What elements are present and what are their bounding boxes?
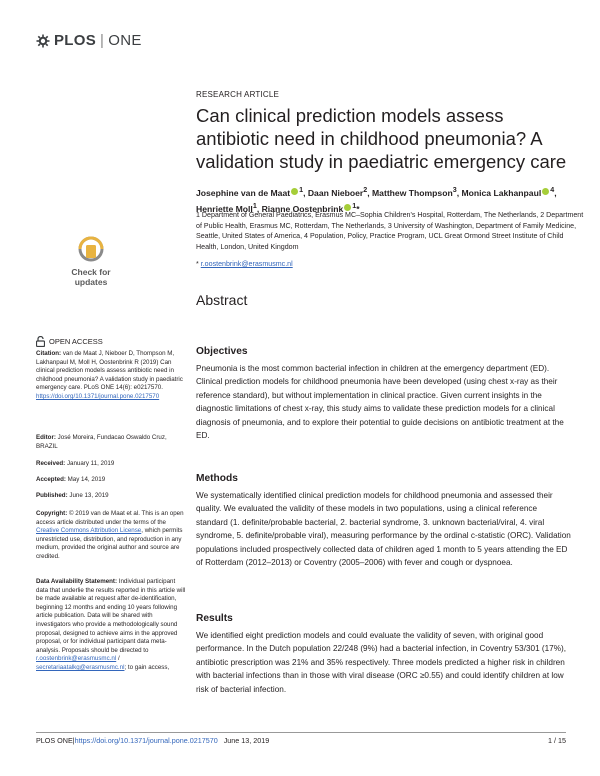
corresponding-star: * — [196, 260, 201, 268]
citation-block — [36, 350, 186, 402]
editor-block — [36, 434, 186, 451]
accepted-block — [36, 476, 186, 485]
received-block — [36, 460, 186, 469]
logo-separator: | — [100, 32, 105, 49]
author-name[interactable]: Josephine van de Maat — [196, 187, 291, 198]
orcid-icon[interactable] — [291, 188, 298, 195]
footer-doi-link[interactable]: https://doi.org/10.1371/journal.pone.0217570 — [74, 736, 218, 745]
author-name[interactable]: , Matthew Thompson — [367, 187, 453, 198]
author-affil-sup: 4 — [550, 186, 555, 194]
data-availability-sep: / — [116, 655, 120, 663]
footer-sep: | — [72, 736, 75, 745]
author-affil-sup: 3 — [452, 186, 457, 194]
logo-plos: PLOS — [54, 32, 97, 49]
copyright-text: © 2019 van de Maat et al. This is an open access article distributed under the terms of the — [36, 510, 184, 526]
correspondence — [196, 260, 293, 268]
correspondence-email-link[interactable]: r.oostenbrink@erasmusmc.nl — [200, 260, 293, 268]
footer-date: June 13, 2019 — [223, 736, 270, 745]
objectives-heading: Objectives — [196, 346, 248, 357]
corresponding-mark: * — [356, 203, 360, 214]
affiliations: 1 Department of General Paediatrics, Erasmus MC–Sophia Children's Hospital, Rotterdam, The Netherlands, 2 Department of Public Health, Erasmus MC, Rotterdam, The Netherlands, 3 University of Washington, Department of Family Medicine, Seattle, United States of America, 4 Population, Policy, Practice Program, UCL Great Ormond Street Institute of Child Health, London, United Kingdom — [196, 211, 584, 251]
accepted-date: May 14, 2019 — [65, 476, 106, 483]
author-name[interactable]: , Rianne Oostenbrink — [256, 203, 344, 214]
badge-line2: updates — [74, 276, 108, 287]
objectives-text: Pneumonia is the most common bacterial infection in children at the emergency department (ED). Clinical prediction models for childhood pneumonia have been developed (using chest x-ray as their reference standard), but without implementation in clinical practice. Given current insights in the diagnostic limitations of chest x-ray, this study aims to validate these prediction models for a clinical diagnosis of pneumonia, and to explore their potential to guide decisions on antibiotic treatment at the ED. — [196, 364, 564, 441]
open-access — [36, 336, 103, 347]
copyright-text-end: , which permits unrestricted use, distribution, and reproduction in any medium, provided the original author and source are credited. — [36, 527, 183, 560]
author-name[interactable]: , Henriette Moll — [196, 187, 557, 214]
article-title: Can clinical prediction models assess antibiotic need in childhood pneumonia? A validation study in paediatric emergency care — [196, 105, 567, 172]
received-date: January 11, 2019 — [65, 460, 115, 467]
abstract-heading: Abstract — [196, 292, 248, 308]
data-availability-text: Individual participant data that underlie the results reported in this article will be made available at request after de-identification, beginning 12 months and ending 10 years following article publication. Data will be shared with investigators who provide a methodologically sound proposal, designed to achieve aims in the approved proposal, or for individual participant data meta-analysis. Proposals should be directed to — [36, 578, 186, 654]
published-date: June 13, 2019 — [67, 492, 109, 499]
results-heading: Results — [196, 613, 233, 624]
author-affil-sup: 1 — [299, 186, 304, 194]
article-type: RESEARCH ARTICLE — [196, 90, 280, 99]
copyright-label: Copyright: — [36, 510, 68, 517]
received-label: Received: — [36, 460, 66, 467]
plos-logo-icon — [36, 34, 50, 48]
results-text: We identified eight prediction models and could evaluate the validity of seven, with original good performance. In the Dutch population 22/248 (9%) had a bacterial infection, in Coventry 53/301 (17%), antibiotic prescription was 21% and 35% respectively. Three models predicted a higher risk in children with bacterial infections than in those with viral disease (ORC ≥0.55) and could identify children at low risk of bacterial infection. — [196, 631, 567, 694]
copyright-block — [36, 510, 186, 562]
data-availability-block — [36, 578, 186, 673]
page-number: 1 / 15 — [548, 736, 566, 745]
accepted-label: Accepted: — [36, 476, 66, 483]
journal-logo — [36, 32, 142, 49]
open-lock-icon — [36, 336, 45, 347]
methods-heading: Methods — [196, 473, 238, 484]
check-for-updates-label[interactable] — [56, 268, 126, 287]
footer-journal: PLOS ONE — [36, 736, 73, 745]
data-secretariat-link[interactable]: secretariaatalkg@erasmusmc.nl — [36, 663, 125, 671]
badge-line1: Check for — [71, 267, 111, 277]
published-label: Published: — [36, 492, 68, 499]
author-name[interactable]: , Monica Lakhanpaul — [456, 187, 542, 198]
author-affil-sup: 2 — [363, 186, 368, 194]
methods-text: We systematically identified clinical prediction models for childhood pneumonia and assessed their quality. We evaluated the validity of these models in two populations, using a clinical reference standard (1. definite/probable bacterial, 2. bacterial syndrome, 3. unknown bacterial/viral, 4. viral syndrome, 5. definite/probable viral), measuring performance by the ordinal c-statistic (ORC). Validation populations included prospectively collected data of children aged 1 month to 5 years attending the ED of Rotterdam (2012–2013) or Coventry (2005–2006) with fever and cough or dyspnoea. — [196, 491, 571, 568]
published-block — [36, 492, 186, 501]
footer-divider — [36, 732, 566, 733]
logo-one: ONE — [108, 32, 142, 49]
citation-label: Citation: — [36, 350, 62, 357]
data-email-link[interactable]: r.oostenbrink@erasmusmc.nl — [36, 655, 117, 663]
editor-text: José Moreira, Fundacao Oswaldo Cruz, BRAZIL — [36, 434, 167, 450]
author-name[interactable]: , Daan Nieboer — [303, 187, 364, 198]
author-affil-sup: 1 — [252, 201, 257, 210]
license-link[interactable]: Creative Commons Attribution License — [36, 527, 142, 535]
data-availability-end: ; to gain access, — [124, 663, 170, 671]
orcid-icon[interactable] — [542, 188, 549, 195]
editor-label: Editor: — [36, 434, 56, 441]
citation-doi-link[interactable]: https://doi.org/10.1371/journal.pone.0217570 — [36, 392, 160, 400]
open-access-label: OPEN ACCESS — [49, 337, 103, 346]
citation-text: van de Maat J, Nieboer D, Thompson M, Lakhanpaul M, Moll H, Oostenbrink R (2019) Can clinical prediction models assess antibiotic need in childhood pneumonia? A validation study in paediatric emergency care. PLoS ONE 14(6): e0217570. — [36, 350, 183, 392]
page-footer — [36, 736, 566, 745]
data-availability-label: Data Availability Statement: — [36, 578, 118, 585]
author-affil-sup: 1 — [352, 201, 357, 210]
